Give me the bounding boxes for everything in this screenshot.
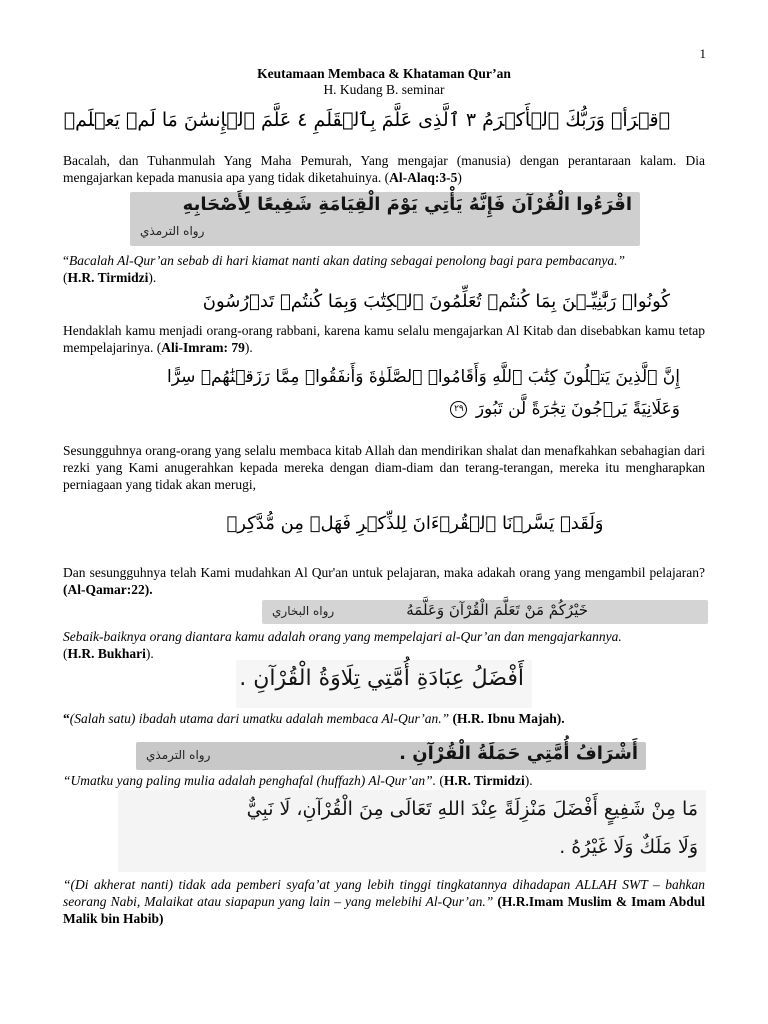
- hadith-source-bukhari: رواه البخاري: [272, 604, 335, 618]
- arabic-verse-alaq: ٱقۡرَأۡ وَرَبُّكَ ٱلۡأَكۡرَمُ ٣ ٱلَّذِى عَلَّمَ بِٱلۡقَلَمِ ٤ عَلَّمَ ٱلۡإِنسَٰنَ مَا لَمۡ يَعۡلَمۡ: [63, 109, 670, 131]
- hadith-arabic-imam-muslim-line-2: وَلَا مَلَكٌ وَلَا غَيْرُهُ .: [559, 836, 698, 858]
- arabic-verse-fatir-line-1: إِنَّ ٱلَّذِينَ يَتۡلُونَ كِتَٰبَ ٱللَّهِ وَأَقَامُوا۟ ٱلصَّلَوٰةَ وَأَنفَقُوا۟ مِمَّا رَزَقۡنَٰهُمۡ سِرًّا: [167, 367, 680, 387]
- arabic-verse-qamar: وَلَقَدۡ يَسَّرۡنَا ٱلۡقُرۡءَانَ لِلذِّكۡرِ فَهَلۡ مِن مُّدَّكِرٖ: [226, 513, 604, 534]
- document-title: Keutamaan Membaca & Khataman Qur’an: [257, 66, 511, 81]
- hadith-arabic-bukhari: خَيْرُكُمْ مَنْ تَعَلَّمَ الْقُرْآنَ وَعَلَّمَهُ: [406, 601, 588, 619]
- translation-ibnu-majah: “(Salah satu) ibadah utama dari umatku adalah membaca Al-Qur’an.” (H.R. Ibnu Majah).: [63, 711, 565, 726]
- translation-alaq: Bacalah, dan Tuhanmulah Yang Maha Pemurah, Yang mengajar (manusia) dengan perantaraan kalam. Dia mengajarkan kepada manusia apa yang tidak diketahuinya. (Al-Alaq:3-5): [63, 153, 705, 185]
- translation-fatir: Sesungguhnya orang-orang yang selalu membaca kitab Allah dan mendirikan shalat dan menafkahkan sebahagian dari rezki yang Kami anugerahkan kepada mereka dengan diam-diam dan terang-terangan, mereka itu mengharapkan perniagaan yang tidak akan merugi,: [63, 443, 705, 492]
- hadith-arabic-tirmidzi-2: أَشْرَافُ أُمَّتِي حَمَلَةُ الْقُرْآنِ .: [399, 743, 638, 764]
- translation-qamar: Dan sesungguhnya telah Kami mudahkan Al Qur'an untuk pelajaran, maka adakah orang yang mengambil pelajaran? (Al-Qamar:22).: [63, 565, 705, 597]
- translation-ali-imran: Hendaklah kamu menjadi orang-orang rabbani, karena kamu selalu mengajarkan Al Kitab dan disebabkan kamu tetap mempelajarinya. (Ali-Imram: 79).: [63, 323, 705, 355]
- translation-tirmidzi-2: “Umatku yang paling mulia adalah penghafal (huffazh) Al-Qur’an”. (H.R. Tirmidzi).: [63, 773, 533, 788]
- arabic-verse-fatir-line-2: وَعَلَانِيَةً يَرۡجُونَ تِجَٰرَةً لَّن تَبُورَ ٢٩: [120, 394, 680, 424]
- arabic-verse-ali-imran: كُونُوا۟ رَبَّٰنِيِّـۧنَ بِمَا كُنتُمۡ تُعَلِّمُونَ ٱلۡكِتَٰبَ وَبِمَا كُنتُمۡ تَدۡرُسُونَ: [202, 291, 670, 312]
- hadith-arabic-ibnu-majah: أَفْضَلُ عِبَادَةِ أُمَّتِي تِلَاوَةُ الْقُرْآنِ .: [239, 666, 524, 691]
- hadith-image-ibnu-majah: [236, 660, 532, 708]
- page-number: 1: [699, 46, 706, 61]
- hadith-image-tirmidzi-1: [130, 192, 640, 246]
- hadith-arabic-imam-muslim-line-1: مَا مِنْ شَفِيعٍ أَفْضَلَ مَنْزِلَةً عِنْدَ اللهِ تَعَالَى مِنَ الْقُرْآنِ، لَا نَبِيٌّ: [246, 798, 698, 820]
- hadith-image-bukhari: [262, 600, 708, 624]
- translation-tirmidzi-1: “Bacalah Al-Qur’an sebab di hari kiamat nanti akan dating sebagai penolong bagi para pembacanya.” (H.R. Tirmidzi).: [63, 253, 625, 285]
- hadith-source-tirmidzi-2: رواه الترمذي: [146, 748, 211, 762]
- translation-bukhari: Sebaik-baiknya orang diantara kamu adalah orang yang mempelajari al-Qur’an dan mengajarkannya. (H.R. Bukhari).: [63, 629, 622, 661]
- hadith-image-tirmidzi-2: [136, 742, 646, 770]
- translation-imam-muslim: “(Di akherat nanti) tidak ada pemberi syafa’at yang lebih tinggi tingkatannya dihadapan ALLAH SWT – bahkan seorang Nabi, Malaikat atau siapapun yang lain – yang melebihi Al-Qur’an.” (H.R.Imam Muslim & Imam Abdul Malik bin Habib): [63, 877, 706, 926]
- ayah-number-marker: ٢٩: [450, 401, 467, 418]
- hadith-arabic-tirmidzi-1: اقْرَءُوا الْقُرْآنَ فَإِنَّهُ يَأْتِي يَوْمَ الْقِيَامَةِ شَفِيعًا لِأَصْحَابِهِ: [182, 194, 632, 215]
- hadith-source-tirmidzi-1: رواه الترمذي: [140, 224, 205, 238]
- hadith-image-imam-muslim: [118, 790, 706, 872]
- document-subtitle: H. Kudang B. seminar: [323, 82, 445, 97]
